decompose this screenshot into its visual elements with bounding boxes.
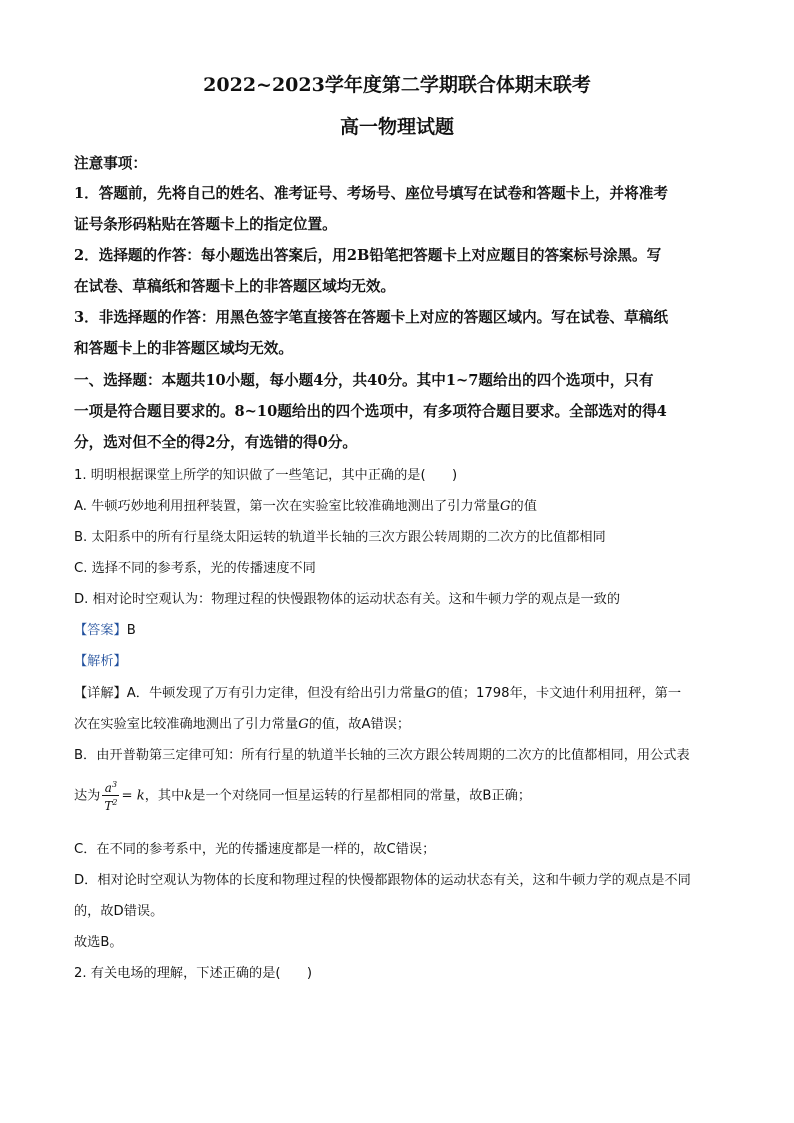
exam-title: 2022~2023学年度第二学期联合体期末联考 <box>203 74 591 96</box>
question-1-stem: 1. 明明根据课堂上所学的知识做了一些笔记，其中正确的是( ) <box>74 468 458 483</box>
conclusion: 故选B。 <box>74 935 123 950</box>
formula-rhs: = k <box>121 788 145 804</box>
answer-value: B <box>126 623 136 638</box>
detail-c: C．在不同的参考系中，光的传播速度都是一样的，故C错误； <box>74 842 436 857</box>
notice-item-3-line-2: 和答题卡上的非答题区域均无效。 <box>74 340 293 357</box>
detail-b2-mid: ，其中 <box>144 788 185 804</box>
detail-a-line-1 <box>74 682 724 701</box>
notice-item-3-line-1: 3．非选择题的作答：用黑色签字笔直接答在答题卡上对应的答题区域内。写在试卷、草稿纸 <box>74 309 668 326</box>
detail-tag: 【详解】 <box>74 686 127 701</box>
detail-a2-text-end: 的值，故A错误； <box>308 717 411 732</box>
notice-item-1-line-2: 证号条形码粘贴在答题卡上的指定位置。 <box>74 216 337 233</box>
detail-a-text: A．牛顿发现了万有引力定律，但没有给出引力常量 <box>126 686 426 701</box>
detail-d-line-1: D．相对论时空观认为物体的长度和物理过程的快慢都跟物体的运动状态有关，这和牛顿力学的观点是不同 <box>74 873 691 888</box>
detail-b-line-2 <box>74 778 724 813</box>
notice-heading: 注意事项： <box>74 155 147 172</box>
question-1-option-d: D. 相对论时空观认为：物理过程的快慢跟物体的运动状态有关。这和牛顿力学的观点是一致的 <box>74 592 621 607</box>
detail-a2-variable: G <box>298 717 309 732</box>
formula-numerator: $a^3$ <box>102 778 119 796</box>
notice-item-2-line-2: 在试卷、草稿纸和答题卡上的非答题区域均无效。 <box>74 278 396 295</box>
section-1-line-2: 一项是符合题目要求的。8~10题给出的四个选项中，有多项符合题目要求。全部选对的得4 <box>74 403 667 420</box>
section-1-line-1: 一、选择题：本题共10小题，每小题4分，共40分。其中1~7题给出的四个选项中，只有 <box>74 372 654 389</box>
detail-a-variable: G <box>425 686 437 701</box>
question-1-option-a <box>74 495 724 514</box>
notice-item-2-line-1: 2．选择题的作答：每小题选出答案后，用2B铅笔把答题卡上对应题目的答案标号涂黑。写 <box>74 247 662 264</box>
detail-b2-variable: k <box>184 788 193 804</box>
question-1-option-b: B. 太阳系中的所有行星绕太阳运转的轨道半长轴的三次方跟公转周期的二次方的比值都相同 <box>74 530 606 545</box>
detail-b-line-1: B．由开普勒第三定律可知：所有行星的轨道半长轴的三次方跟公转周期的二次方的比值都相同，用公式表 <box>74 748 690 763</box>
section-1-line-3: 分，选对但不全的得2分，有选错的得0分。 <box>74 434 357 451</box>
question-1-option-c: C. 选择不同的参考系，光的传播速度不同 <box>74 561 316 576</box>
detail-a-text-end: 的值；1798年，卡文迪什利用扭秤，第一 <box>436 686 682 701</box>
option-a-variable: G <box>499 499 511 514</box>
answer-tag: 【答案】 <box>74 623 127 638</box>
detail-a-line-2 <box>74 713 724 732</box>
formula-denominator: $T^2$ <box>104 798 118 813</box>
notice-item-1-line-1: 1．答题前，先将自己的姓名、准考证号、考场号、座位号填写在试卷和答题卡上，并将准考 <box>74 185 668 202</box>
detail-b2-text: 达为 <box>74 788 101 804</box>
answer-line <box>74 619 724 638</box>
question-2-stem: 2. 有关电场的理解，下述正确的是( ) <box>74 966 313 981</box>
option-a-text: A. 牛顿巧妙地利用扭秤装置，第一次在实验室比较准确地测出了引力常量 <box>74 499 500 514</box>
exam-subtitle: 高一物理试题 <box>339 116 454 138</box>
option-a-text-end: 的值 <box>510 499 537 514</box>
analysis-tag: 【解析】 <box>74 654 127 669</box>
detail-b2-text-end: 是一个对绕同一恒星运转的行星都相同的常量，故B正确； <box>192 788 532 804</box>
detail-a2-text: 次在实验室比较准确地测出了引力常量 <box>74 717 299 732</box>
kepler-formula <box>102 778 119 813</box>
detail-d-line-2: 的，故D错误。 <box>74 904 164 919</box>
